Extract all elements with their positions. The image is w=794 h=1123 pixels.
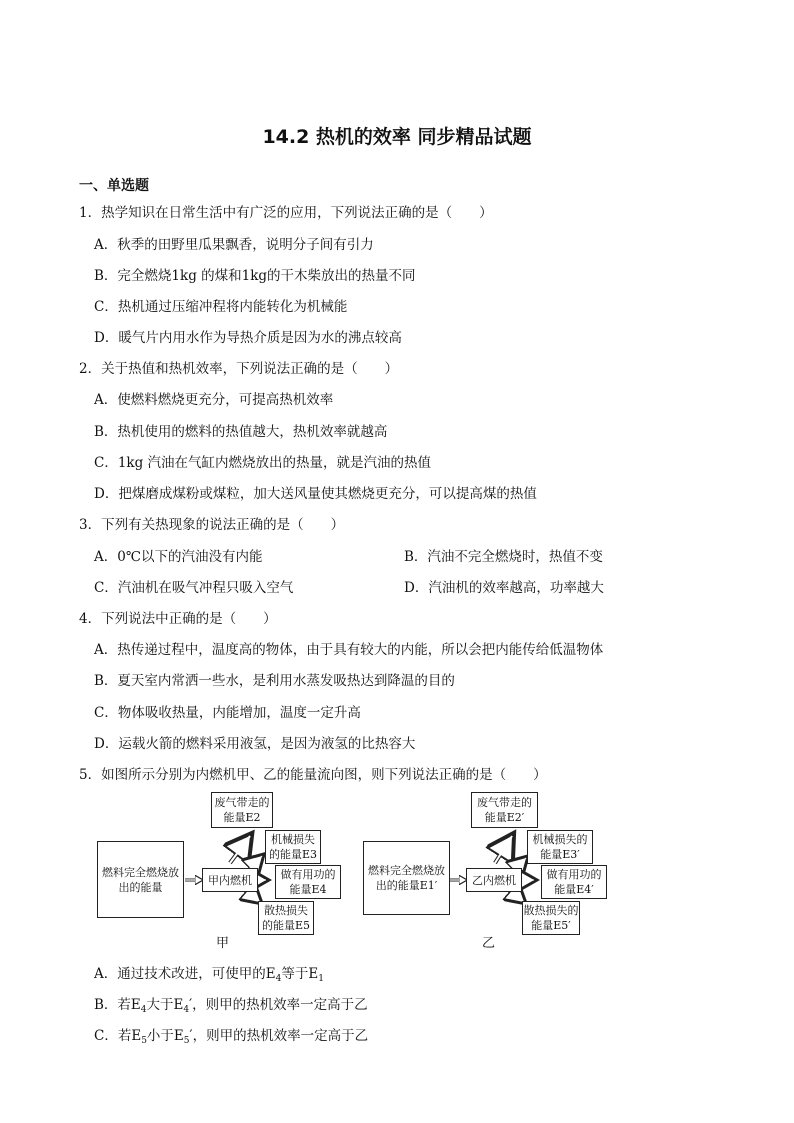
question-2-option-b[interactable]: B．热机使用的燃料的热值越大，热机效率就越高	[94, 424, 388, 440]
jia-caption: 甲	[216, 936, 230, 951]
question-2-option-c[interactable]: C．1kg 汽油在气缸内燃烧放出的热量，就是汽油的热值	[94, 455, 432, 471]
question-5-stem: 5．如图所示分别为内燃机甲、乙的能量流向图，则下列说法正确的是（ ）	[79, 767, 547, 783]
jia-heat-box: 散热损失的能量E5	[258, 901, 314, 935]
question-3-option-d[interactable]: D．汽油机的效率越高，功率越大	[404, 580, 604, 596]
page-title: 14.2 热机的效率 同步精品试题	[262, 126, 532, 148]
yi-engine-box: 乙内燃机	[466, 868, 522, 892]
question-4-option-d[interactable]: D．运载火箭的燃料采用液氢，是因为液氢的比热容大	[94, 736, 416, 752]
jia-engine-box: 甲内燃机	[202, 868, 258, 892]
question-2-stem: 2．关于热值和热机效率，下列说法正确的是（ ）	[79, 361, 399, 377]
q5a-pre: A．通过技术改进，可使甲的E	[94, 966, 276, 982]
jia-exhaust-box: 废气带走的能量E2	[211, 792, 273, 828]
question-3-option-a[interactable]: A．0℃以下的汽油没有内能	[94, 549, 263, 565]
q5a-sub2: 1	[318, 974, 324, 984]
q5b-mid: 大于E	[146, 997, 184, 1013]
q5a-mid: 等于E	[281, 966, 319, 982]
q5c-pre: C．若E	[94, 1028, 142, 1044]
q5a-sub1: 4	[275, 974, 282, 984]
q5b-post: ′，则甲的热机效率一定高于乙	[189, 997, 368, 1013]
question-5-option-a[interactable]	[94, 962, 324, 984]
question-2-option-a[interactable]: A．使燃料燃烧更充分，可提高热机效率	[94, 392, 334, 408]
question-1-option-c[interactable]: C．热机通过压缩冲程将内能转化为机械能	[94, 299, 348, 315]
q5c-sub1: 5	[141, 1036, 147, 1046]
q5b-sub1: 4	[140, 1005, 147, 1015]
yi-useful-box: 做有用功的能量E4′	[541, 865, 607, 899]
energy-flow-diagram	[90, 788, 610, 951]
question-5-option-b[interactable]	[94, 993, 368, 1015]
yi-exhaust-box: 废气带走的能量E2′	[471, 792, 538, 828]
q5c-sub2: 5	[183, 1036, 190, 1046]
yi-mech-box: 机械损失的能量E3′	[527, 830, 593, 864]
q5c-mid: 小于E	[146, 1028, 184, 1044]
section-heading: 一、单选题	[79, 178, 149, 194]
jia-mech-box: 机械损失的能量E3	[265, 830, 321, 864]
q5c-post: ′，则甲的热机效率一定高于乙	[189, 1028, 369, 1044]
jia-source-box: 燃料完全燃烧放出的能量	[97, 841, 184, 918]
question-3-stem: 3．下列有关热现象的说法正确的是（ ）	[79, 517, 345, 533]
question-4-option-a[interactable]: A．热传递过程中，温度高的物体，由于具有较大的内能，所以会把内能传给低温物体	[94, 642, 604, 658]
question-4-option-c[interactable]: C．物体吸收热量，内能增加，温度一定升高	[94, 705, 361, 721]
yi-caption: 乙	[482, 936, 496, 951]
question-3-option-b[interactable]: B．汽油不完全燃烧时，热值不变	[404, 549, 603, 565]
q5b-pre: B．若E	[94, 997, 141, 1013]
question-1-option-d[interactable]: D．暖气片内用水作为导热介质是因为水的沸点较高	[94, 330, 402, 346]
question-4-stem: 4．下列说法中正确的是（ ）	[79, 611, 277, 627]
question-5-option-c[interactable]	[94, 1024, 368, 1046]
question-4-option-b[interactable]: B．夏天室内常洒一些水，是利用水蒸发吸热达到降温的目的	[94, 673, 455, 689]
question-1-option-b[interactable]: B．完全燃烧1kg 的煤和1kg的干木柴放出的热量不同	[94, 268, 416, 284]
yi-heat-box: 散热损失的能量E5′	[522, 901, 580, 935]
yi-source-box: 燃料完全燃烧放出的能量E1′	[363, 841, 450, 915]
question-1-option-a[interactable]: A．秋季的田野里瓜果飘香，说明分子间有引力	[94, 237, 374, 253]
question-3-option-c[interactable]: C．汽油机在吸气冲程只吸入空气	[94, 580, 294, 596]
question-1-stem: 1．热学知识在日常生活中有广泛的应用，下列说法正确的是（ ）	[79, 205, 493, 221]
q5b-sub2: 4	[183, 1005, 190, 1015]
jia-useful-box: 做有用功的能量E4	[275, 865, 341, 899]
question-2-option-d[interactable]: D．把煤磨成煤粉或煤粒，加大送风量使其燃烧更充分，可以提高煤的热值	[94, 486, 537, 502]
